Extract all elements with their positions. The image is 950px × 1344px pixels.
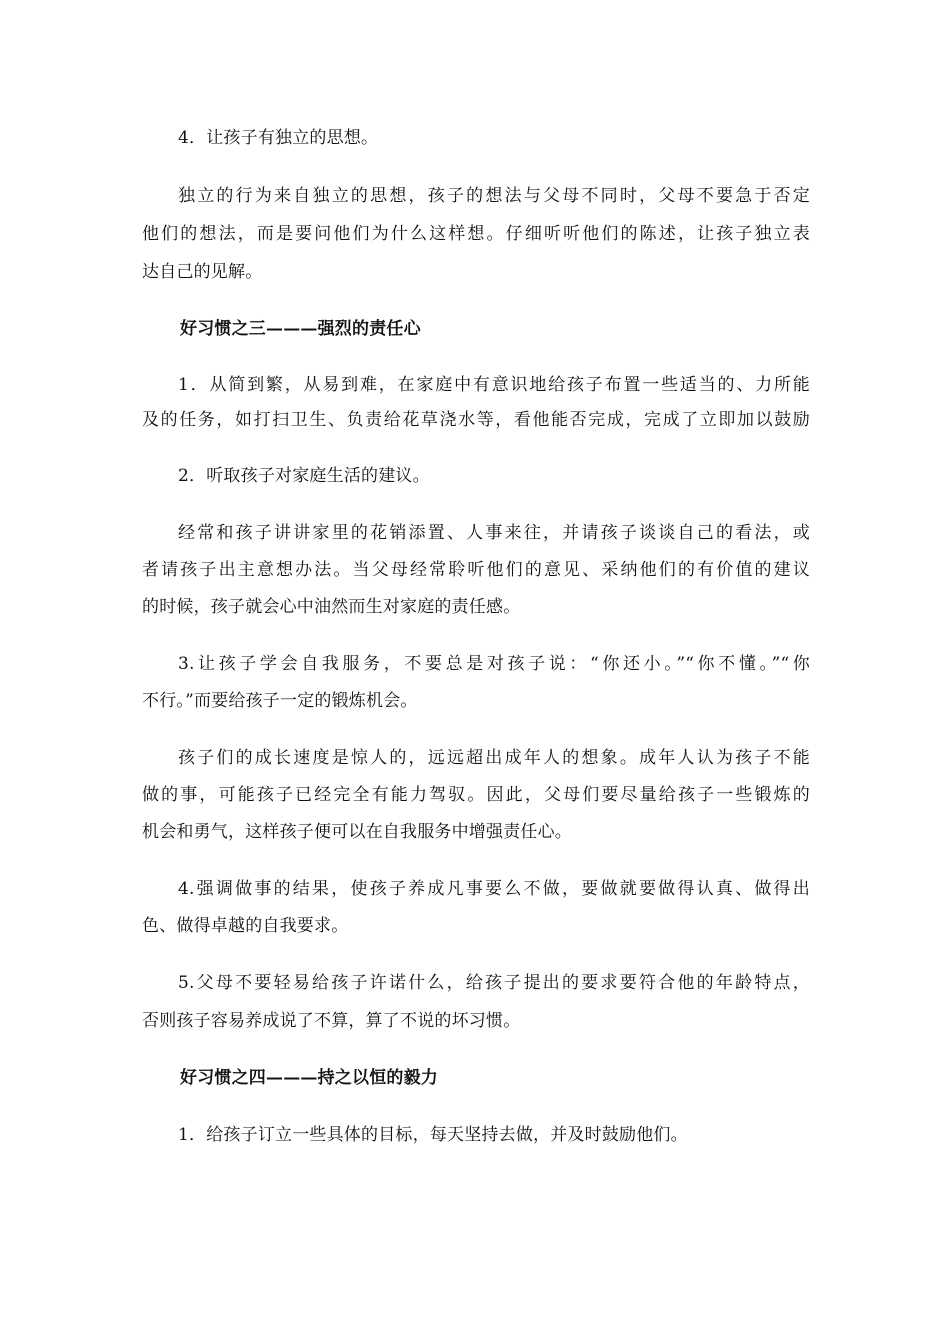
section-heading: 好习惯之四———持之以恒的毅力 — [180, 1068, 438, 1088]
paragraph-line: 的时候，孩子就会心中油然而生对家庭的责任感。 — [142, 597, 521, 617]
paragraph-line: 1．从简到繁，从易到难，在家庭中有意识地给孩子布置一些适当的、力所能 — [178, 375, 810, 395]
paragraph-line: 4．让孩子有独立的思想。 — [178, 128, 379, 148]
paragraph-line: 孩子们的成长速度是惊人的，远远超出成年人的想象。成年人认为孩子不能 — [178, 748, 810, 768]
paragraph-line: 经常和孩子讲讲家里的花销添置、人事来往，并请孩子谈谈自己的看法，或 — [178, 523, 810, 543]
paragraph-line: 5.父母不要轻易给孩子许诺什么，给孩子提出的要求要符合他的年龄特点， — [178, 973, 810, 993]
paragraph-line: 独立的行为来自独立的思想，孩子的想法与父母不同时，父母不要急于否定 — [178, 186, 810, 206]
paragraph-line: 1．给孩子订立一些具体的目标，每天坚持去做，并及时鼓励他们。 — [178, 1125, 688, 1145]
paragraph-line: 色、做得卓越的自我要求。 — [142, 916, 349, 936]
paragraph-line: 及的任务，如打扫卫生、负责给花草浇水等，看他能否完成，完成了立即加以鼓励 — [142, 410, 810, 430]
paragraph-line: 者请孩子出主意想办法。当父母经常聆听他们的意见、采纳他们的有价值的建议 — [142, 560, 810, 580]
paragraph-line: 做的事，可能孩子已经完全有能力驾驭。因此，父母们要尽量给孩子一些锻炼的 — [142, 785, 810, 805]
section-heading: 好习惯之三———强烈的责任心 — [180, 319, 421, 339]
paragraph-line: 不行。”而要给孩子一定的锻炼机会。 — [142, 691, 418, 711]
paragraph-line: 他们的想法，而是要问他们为什么这样想。仔细听听他们的陈述，让孩子独立表 — [142, 224, 810, 244]
paragraph-line: 机会和勇气，这样孩子便可以在自我服务中增强责任心。 — [142, 822, 572, 842]
paragraph-line: 3.让孩子学会自我服务，不要总是对孩子说：“你还小。”“你不懂。”“你 — [178, 654, 810, 674]
paragraph-line: 否则孩子容易养成说了不算，算了不说的坏习惯。 — [142, 1011, 521, 1031]
paragraph-line: 达自己的见解。 — [142, 262, 263, 282]
paragraph-line: 2．听取孩子对家庭生活的建议。 — [178, 466, 430, 486]
paragraph-line: 4.强调做事的结果，使孩子养成凡事要么不做，要做就要做得认真、做得出 — [178, 879, 810, 899]
